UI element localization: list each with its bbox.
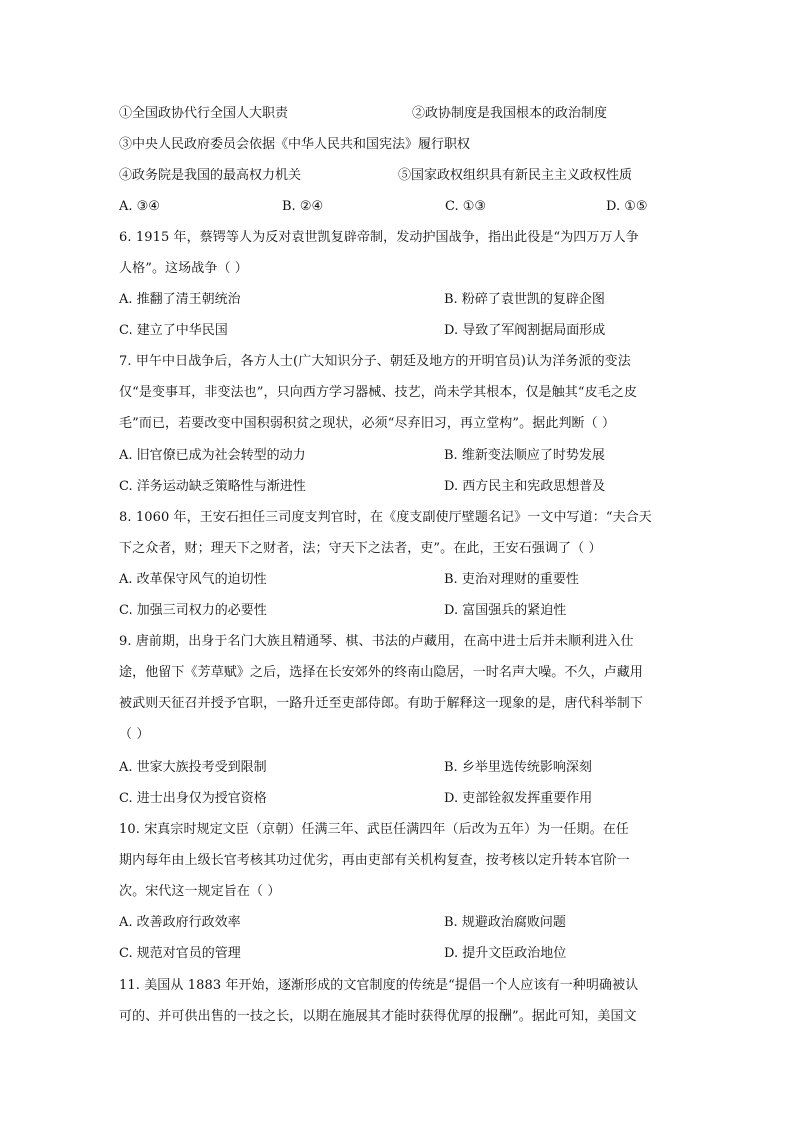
q11-stem-line-2: 可的、并可供出售的一技之长，以期在施展其才能时获得优厚的报酬”。据此可知，美国文 xyxy=(119,1009,637,1024)
q6-stem-line-1: 6. 1915 年，蔡锷等人为反对袁世凯复辟帝制，发动护国战争，指出此役是“为四万万人争 xyxy=(119,230,639,245)
q8-stem-line-1: 8. 1060 年，王安石担任三司度支判官时，在《度支副使厅壁题名记》一文中写道：“夫合天 xyxy=(119,510,652,525)
q9-option-b: B. 乡举里选传统影响深刻 xyxy=(444,760,592,775)
q8-option-d: D. 富国强兵的紧迫性 xyxy=(444,603,567,618)
q10-option-c: C. 规范对官员的管理 xyxy=(119,946,241,961)
q7-stem-line-1: 7. 甲午中日战争后，各方人士(广大知识分子、朝廷及地方的开明官员)认为洋务派的变法 xyxy=(119,354,631,369)
q9-option-a: A. 世家大族投考受到限制 xyxy=(119,760,267,775)
q10-stem-line-2: 期内每年由上级长官考核其功过优劣，再由吏部有关机构复查，按考核以定升转本官阶一 xyxy=(119,853,630,868)
q6-option-b: B. 粉碎了袁世凯的复辟企图 xyxy=(444,292,605,307)
q9-stem-line-3: 被武则天征召并授予官职，一路升迁至吏部侍郎。有助于解释这一现象的是，唐代科举制下 xyxy=(119,696,644,711)
q8-stem-line-2: 下之众者，财；理天下之财者，法；守天下之法者，吏”。在此，王安石强调了（ ） xyxy=(119,541,602,556)
statement-2: ②政协制度是我国根本的政治制度 xyxy=(412,106,608,121)
q11-stem-line-1: 11. 美国从 1883 年开始，逐渐形成的文官制度的传统是“提倡一个人应该有一种明确被认 xyxy=(119,978,639,993)
q7-option-b: B. 维新变法顺应了时势发展 xyxy=(444,448,605,463)
statement-1: ①全国政协代行全国人大职责 xyxy=(119,106,289,121)
statement-3: ③中央人民政府委员会依据《中华人民共和国宪法》履行职权 xyxy=(119,137,471,152)
q10-stem-line-3: 次。宋代这一规定旨在（ ） xyxy=(119,884,281,899)
q9-option-c: C. 进士出身仅为授官资格 xyxy=(119,791,267,806)
q7-option-c: C. 洋务运动缺乏策略性与渐进性 xyxy=(119,479,306,494)
q9-option-d: D. 吏部铨叙发挥重要作用 xyxy=(444,791,593,806)
q7-option-d: D. 西方民主和宪政思想普及 xyxy=(444,479,606,494)
q6-option-a: A. 推翻了清王朝统治 xyxy=(119,292,241,307)
q10-option-b: B. 规避政治腐败问题 xyxy=(444,915,566,930)
q5-option-c: C. ①③ xyxy=(445,199,487,214)
q6-stem-line-2: 人格”。这场战争（ ） xyxy=(119,261,248,276)
statement-4: ④政务院是我国的最高权力机关 xyxy=(119,168,302,183)
q5-option-a: A. ③④ xyxy=(119,199,160,214)
q10-stem-line-1: 10. 宋真宗时规定文臣（京朝）任满三年、武臣任满四年（后改为五年）为一任期。在任 xyxy=(119,822,629,837)
q6-option-c: C. 建立了中华民国 xyxy=(119,323,228,338)
q8-option-c: C. 加强三司权力的必要性 xyxy=(119,603,267,618)
q9-stem-line-4: （ ） xyxy=(119,727,150,742)
q7-stem-line-3: 毛”而已，若要改变中国积弱积贫之现状，必须“尽弃旧习，再立堂构”。据此判断（ ） xyxy=(119,416,616,431)
q5-option-b: B. ②④ xyxy=(282,199,324,214)
q9-stem-line-2: 途，他留下《芳草赋》之后，选择在长安郊外的终南山隐居，一时名声大噪。不久，卢藏用 xyxy=(119,665,644,680)
q10-option-d: D. 提升文臣政治地位 xyxy=(444,946,567,961)
q10-option-a: A. 改善政府行政效率 xyxy=(119,915,241,930)
q6-option-d: D. 导致了军阀割据局面形成 xyxy=(444,323,606,338)
q5-option-d: D. ①⑤ xyxy=(606,199,648,214)
q7-option-a: A. 旧官僚已成为社会转型的动力 xyxy=(119,448,306,463)
q8-option-b: B. 吏治对理财的重要性 xyxy=(444,572,579,587)
statement-5: ⑤国家政权组织具有新民主主义政权性质 xyxy=(398,168,633,183)
q9-stem-line-1: 9. 唐前期，出身于名门大族且精通琴、棋、书法的卢藏用，在高中进士后并未顺利进入仕 xyxy=(119,634,634,649)
q7-stem-line-2: 仅“是变事耳，非变法也”，只向西方学习器械、技艺，尚未学其根本，仅是触其“皮毛之皮 xyxy=(119,385,638,400)
q8-option-a: A. 改革保守风气的迫切性 xyxy=(119,572,267,587)
